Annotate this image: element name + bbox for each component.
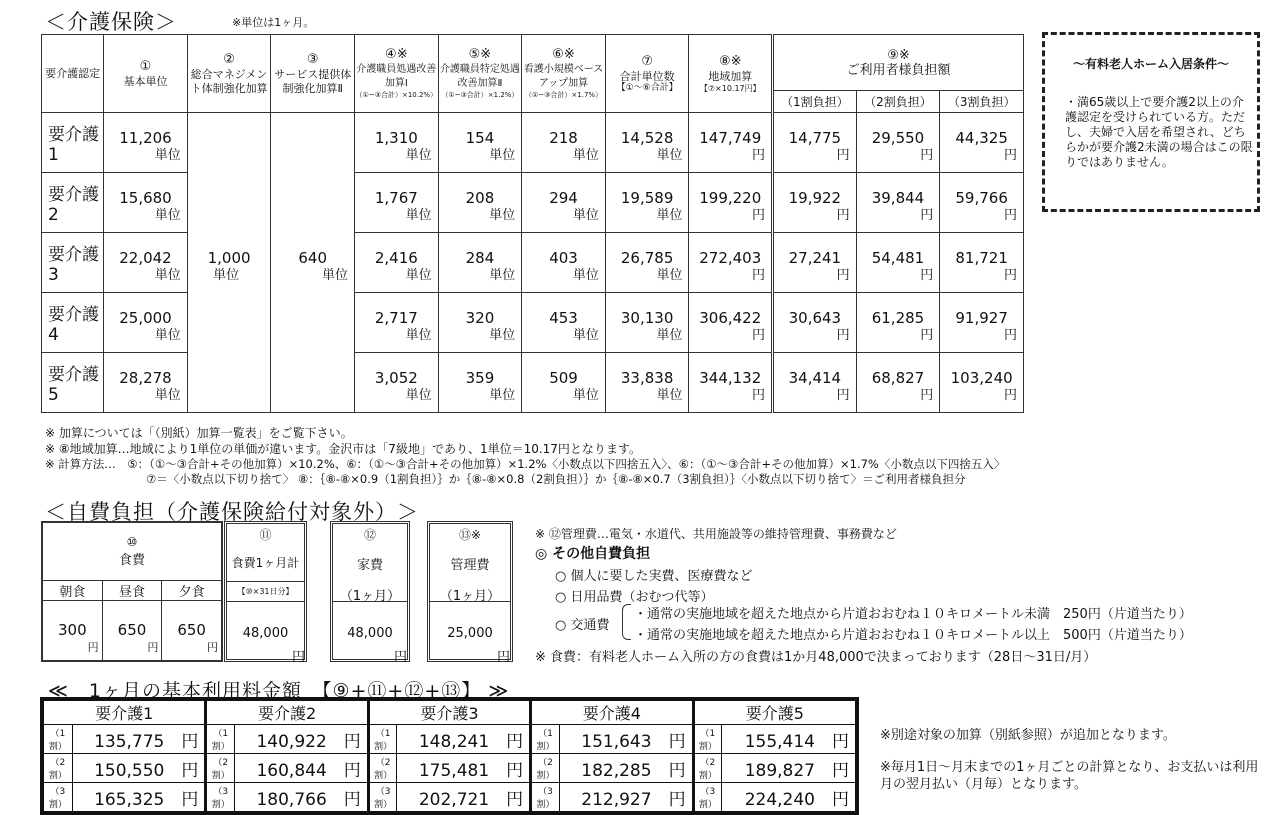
transport-1: ・通常の実施地域を超えた地点から片道おおむね１０キロメートル未満 250円（片道当たり） bbox=[634, 607, 1192, 622]
summary-level-4: 要介護4 bbox=[531, 701, 693, 725]
food-month-box: ⑪ 食費1ヶ月計 【⑩×31日分】 48,000 円 bbox=[224, 521, 307, 662]
burden-sub-3: （3割負担） bbox=[940, 91, 1024, 113]
rent-box: ⑫ 家費 （1ヶ月） 48,000 円 bbox=[330, 521, 410, 662]
meal-dinner: 夕食 bbox=[162, 581, 222, 601]
table-row: 要介護1 11,206 単位 1,000 単位 640 単位 1,310 単位 154 単位 218 単位 14,528 単位 147,749 円 14,775 円 29,550 円 44,325 円 bbox=[42, 113, 1024, 173]
other-item-3: ○ 交通費 bbox=[555, 618, 610, 633]
table-row: 要介護2 15,680 単位 1,767 単位 208 単位 294 単位 19,589 単位 199,220 円 19,922 円 39,844 円 59,766 円 bbox=[42, 173, 1024, 233]
table-row: 要介護5 28,278 単位 3,052 単位 359 単位 509 単位 33,838 単位 344,132 円 34,414 円 68,827 円 103,240 円 bbox=[42, 353, 1024, 413]
meal-lunch: 昼食 bbox=[102, 581, 162, 601]
col-header-2: ② 総合マネジメント体制強化加算 bbox=[187, 35, 271, 113]
level-cell: 要介護2 bbox=[42, 173, 104, 233]
note-1: ※ 加算については「（別紙）加算一覧表」をご覧下さい。 bbox=[45, 426, 353, 440]
summary-row: （1割） 135,775 円 （1割） 140,922 円 （1割） 148,241 円 （1割） 151,643 円 （1割） 155,414 円 bbox=[44, 725, 856, 754]
summary-level-3: 要介護3 bbox=[368, 701, 530, 725]
level-cell: 要介護1 bbox=[42, 113, 104, 173]
other-title: ◎ その他自費負担 bbox=[535, 546, 651, 562]
unit-note: ※単位は1ヶ月。 bbox=[232, 16, 315, 29]
summary-level-1: 要介護1 bbox=[44, 701, 206, 725]
level-cell: 要介護5 bbox=[42, 353, 104, 413]
right-note-1: ※別途対象の加算（別紙参照）が追加となります。 bbox=[880, 728, 1176, 743]
kaigo-table bbox=[41, 34, 1024, 413]
meal-breakfast: 朝食 bbox=[43, 581, 103, 601]
col-header-6: ⑥※ 看護小規模ベースアップ加算 （①~③合計）×1.7%） bbox=[522, 35, 606, 113]
summary-row: （2割） 150,550 円 （2割） 160,844 円 （2割） 175,481 円 （2割） 182,285 円 （2割） 189,827 円 bbox=[44, 754, 856, 783]
summary-level-5: 要介護5 bbox=[693, 701, 855, 725]
section-title-kaigo: ＜介護保険＞ bbox=[45, 10, 177, 34]
food-box: ⑩ 食費 朝食 昼食 夕食 300 円 650 円 650 円 bbox=[41, 521, 223, 662]
admission-conditions-title: ～有料老人ホーム入居条件～ bbox=[1072, 57, 1229, 71]
section-title-selfpay: ＜自費負担（介護保険給付対象外）＞ bbox=[45, 500, 419, 524]
summary-title: ≪ 1ヶ月の基本利用料金額 【⑨+⑪+⑫+⑬】 ≫ bbox=[48, 680, 510, 702]
admission-conditions-box bbox=[1042, 32, 1260, 212]
col-header-5: ⑤※ 介護職員特定処遇改善加算Ⅱ （①~③合計）×1.2%） bbox=[438, 35, 522, 113]
note-3: ※ 計算方法… ⑤：（①～③合計+その他加算）×10.2%、⑥：（①～③合計+その他加算）×1.2%〈小数点以下四捨五入〉、⑥：（①～③合計+その他加算）×1.7%〈小数点以下四捨五入〉 bbox=[45, 457, 1006, 471]
admission-conditions-body: ・満65歳以上で要介護2以上の介護認定を受けられている方。ただし、夫婦で入居を希望され、どちらかが要介護2未満の場合はこの限りではありません。 bbox=[1065, 95, 1253, 169]
col-header-3: ③ サービス提供体制強化加算Ⅱ bbox=[271, 35, 355, 113]
other-item-1: ○ 個人に要した実費、医療費など bbox=[555, 569, 753, 584]
summary-table bbox=[40, 697, 859, 815]
right-note-2: ※毎月1日～月末までの1ヶ月ごとの計算となり、お支払いは利用月の翌月払い（月毎）となります。 bbox=[880, 760, 1259, 792]
shared-c2: 1,000 単位 bbox=[187, 113, 271, 413]
col-header-1: ① 基本単位 bbox=[104, 35, 188, 113]
level-header: 要介護認定 bbox=[42, 35, 104, 113]
col-header-7: ⑦ 合計単位数 【①～⑥合計】 bbox=[605, 35, 689, 113]
table-row: 要介護3 22,042 単位 2,416 単位 284 単位 403 単位 26,785 単位 272,403 円 27,241 円 54,481 円 81,721 円 bbox=[42, 233, 1024, 293]
food-note: ※ 食費：有料老人ホーム入所の方の食費は1か月48,000で決まっております（28日～31日/月） bbox=[535, 650, 1097, 665]
note-2: ※ ⑧地域加算…地域により1単位の単価が違います。金沢市は「7級地」であり、1単位＝10.17円となります。 bbox=[45, 442, 641, 456]
col-header-4: ④※ 介護職員処遇改善加算Ⅰ （①~③合計）×10.2%） bbox=[355, 35, 439, 113]
note-4: ⑦＝〈小数点以下切り捨て〉 ⑧：｛⑧-⑧×0.9（1割負担）｝か｛⑧-⑧×0.8（2割負担）｝か｛⑧-⑧×0.7（3割負担）｝〈小数点以下切り捨て〉＝ご利用者様負担分 bbox=[146, 472, 966, 486]
level-cell: 要介護3 bbox=[42, 233, 104, 293]
col-header-8: ⑧※ 地域加算 【⑦×10.17円】 bbox=[689, 35, 773, 113]
table-row: 要介護4 25,000 単位 2,717 単位 320 単位 453 単位 30,130 単位 306,422 円 30,643 円 61,285 円 91,927 円 bbox=[42, 293, 1024, 353]
transport-2: ・通常の実施地域を超えた地点から片道おおむね１０キロメートル以上 500円（片道当たり） bbox=[634, 628, 1192, 643]
burden-sub-2: （2割負担） bbox=[856, 91, 940, 113]
shared-c3: 640 単位 bbox=[271, 113, 355, 413]
summary-row: （3割） 165,325 円 （3割） 180,766 円 （3割） 202,721 円 （3割） 212,927 円 （3割） 224,240 円 bbox=[44, 783, 856, 812]
other-item-2: ○ 日用品費（おむつ代等） bbox=[555, 590, 714, 605]
burden-sub-1: （1割負担） bbox=[773, 91, 857, 113]
burden-header: ⑨※ ご利用者様負担額 bbox=[773, 35, 1024, 91]
mgmt-note: ※ ⑫管理費…電気・水道代、共用施設等の維持管理費、事務費など bbox=[535, 527, 897, 541]
level-cell: 要介護4 bbox=[42, 293, 104, 353]
summary-level-2: 要介護2 bbox=[206, 701, 368, 725]
management-fee-box: ⑬※ 管理費 （1ヶ月） 25,000 円 bbox=[427, 521, 513, 662]
brace bbox=[622, 604, 631, 640]
food-header: ⑩ 食費 bbox=[43, 523, 222, 581]
